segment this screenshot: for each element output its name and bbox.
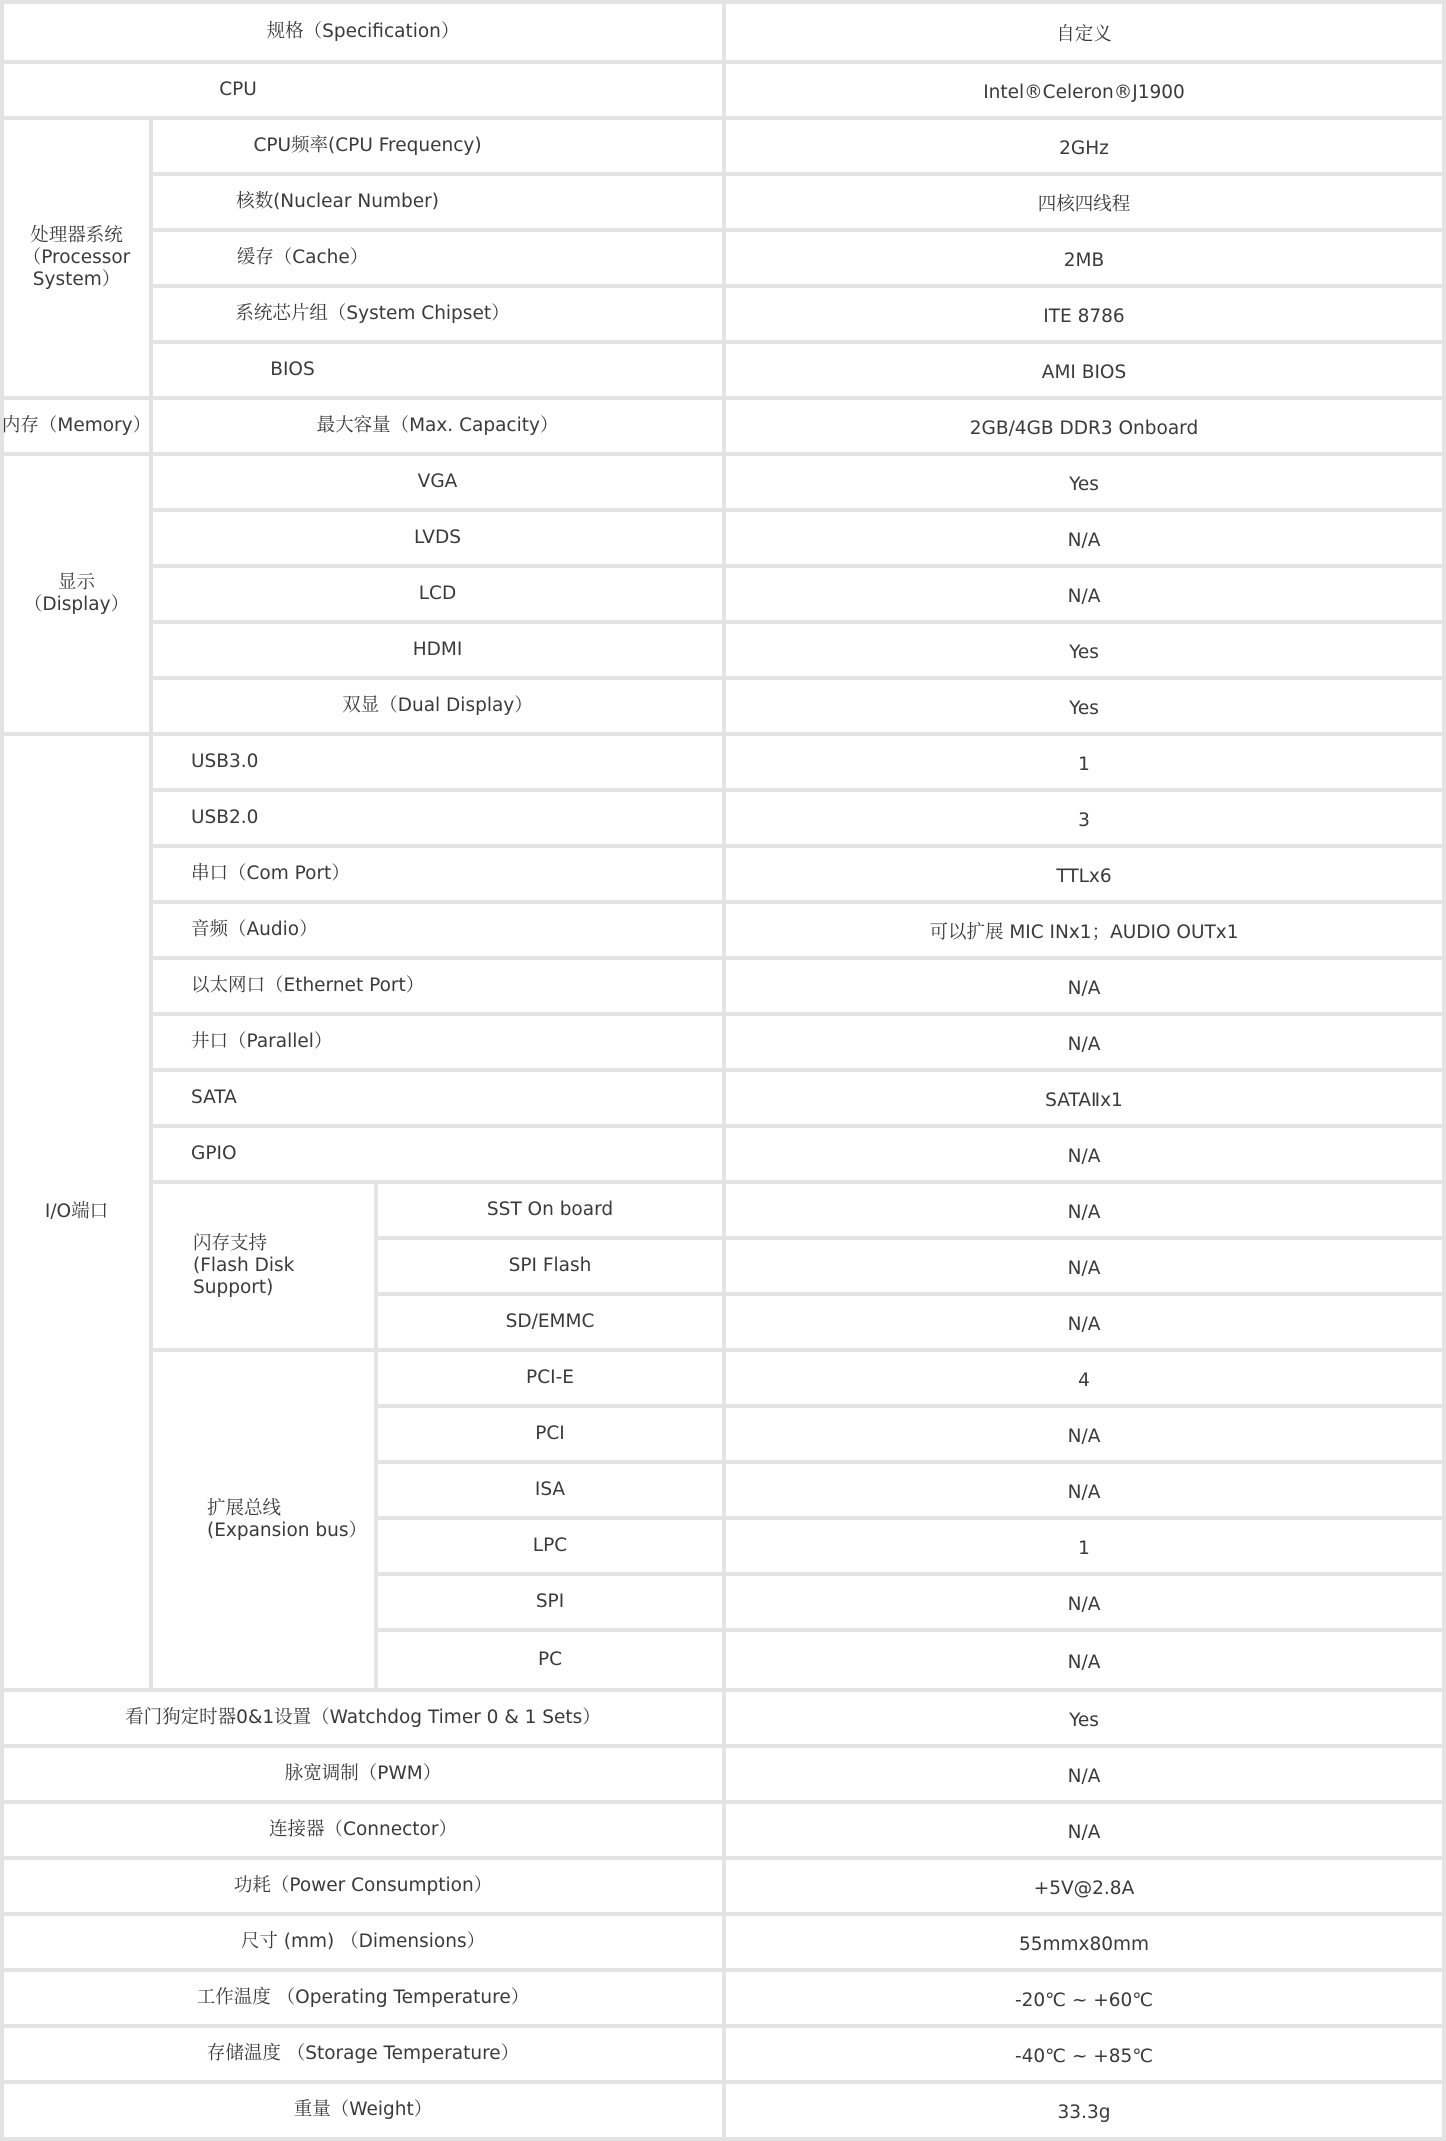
expansion-group-label [153, 1352, 374, 1688]
display-row-label: HDMI [153, 624, 722, 676]
expansion-row-label: PC [378, 1632, 722, 1688]
io-row-value: 3 [726, 792, 1442, 844]
expansion-row-value: N/A [726, 1576, 1442, 1628]
expansion-row-value: 1 [726, 1520, 1442, 1572]
display-row-label: 双显（Dual Display） [153, 680, 722, 732]
processor-row-value: 2MB [726, 232, 1442, 284]
bottom-row-label: 工作温度 （Operating Temperature） [4, 1972, 722, 2024]
bottom-row-value: +5V@2.8A [726, 1860, 1442, 1912]
bottom-row-value: 55mmx80mm [726, 1916, 1442, 1968]
bottom-row-label: 功耗（Power Consumption） [4, 1860, 722, 1912]
spec-header-label: 规格（Specification） [4, 4, 722, 60]
expansion-row-value: N/A [726, 1464, 1442, 1516]
expansion-group-line1: 扩展总线 [207, 1497, 282, 1519]
bottom-row-label: 看门狗定时器0&1设置（Watchdog Timer 0 & 1 Sets） [4, 1692, 722, 1744]
io-row-label: GPIO [153, 1128, 722, 1180]
io-row-value: N/A [726, 1016, 1442, 1068]
expansion-row-value: 4 [726, 1352, 1442, 1404]
flash-row-value: N/A [726, 1296, 1442, 1348]
processor-row-value: ITE 8786 [726, 288, 1442, 340]
expansion-row-value: N/A [726, 1408, 1442, 1460]
bottom-row-label: 连接器（Connector） [4, 1804, 722, 1856]
display-row-value: N/A [726, 568, 1442, 620]
flash-row-label: SST On board [378, 1184, 722, 1236]
cpu-label: CPU [4, 64, 722, 116]
display-row-label: VGA [153, 456, 722, 508]
display-group-line2: （Display） [23, 594, 130, 615]
memory-group-label: 内存（Memory） [4, 400, 149, 452]
expansion-group-line2: (Expansion bus） [207, 1520, 367, 1541]
processor-row-value: AMI BIOS [726, 344, 1442, 396]
bottom-row-label: 重量（Weight） [4, 2084, 722, 2137]
display-group-label [4, 456, 149, 732]
io-row-label: 串口（Com Port） [153, 848, 722, 900]
display-group-line1: 显示 [57, 571, 95, 593]
memory-row-label: 最大容量（Max. Capacity） [153, 400, 722, 452]
processor-row-value: 2GHz [726, 120, 1442, 172]
flash-row-value: N/A [726, 1184, 1442, 1236]
io-row-value: 可以扩展 MIC INx1；AUDIO OUTx1 [726, 904, 1442, 956]
expansion-row-label: PCI [378, 1408, 722, 1460]
display-row-value: Yes [726, 680, 1442, 732]
io-row-value: N/A [726, 1128, 1442, 1180]
spec-header-value: 自定义 [726, 4, 1442, 60]
expansion-row-label: ISA [378, 1464, 722, 1516]
bottom-row-value: 33.3g [726, 2084, 1442, 2137]
expansion-row-label: LPC [378, 1520, 722, 1572]
expansion-row-value: N/A [726, 1632, 1442, 1688]
io-group-label: I/O端口 [4, 736, 149, 1688]
display-row-value: N/A [726, 512, 1442, 564]
bottom-row-value: N/A [726, 1804, 1442, 1856]
processor-row-value: 四核四线程 [726, 176, 1442, 228]
processor-group-line3: System） [32, 269, 121, 291]
display-row-label: LCD [153, 568, 722, 620]
io-row-label: USB3.0 [153, 736, 722, 788]
bottom-row-label: 脉宽调制（PWM） [4, 1748, 722, 1800]
processor-row-label: 缓存（Cache） [153, 232, 722, 284]
processor-row-label: BIOS [153, 344, 722, 396]
memory-row-value: 2GB/4GB DDR3 Onboard [726, 400, 1442, 452]
bottom-row-value: Yes [726, 1692, 1442, 1744]
flash-row-value: N/A [726, 1240, 1442, 1292]
io-row-value: SATAⅡx1 [726, 1072, 1442, 1124]
display-row-value: Yes [726, 456, 1442, 508]
io-row-value: 1 [726, 736, 1442, 788]
io-row-label: 井口（Parallel） [153, 1016, 722, 1068]
processor-group-label [4, 120, 149, 396]
processor-group-line2: （Processor [22, 246, 131, 268]
display-row-value: Yes [726, 624, 1442, 676]
io-row-value: N/A [726, 960, 1442, 1012]
processor-row-label: 核数(Nuclear Number) [153, 176, 722, 228]
io-row-label: 音频（Audio） [153, 904, 722, 956]
expansion-row-label: SPI [378, 1576, 722, 1628]
io-row-label: 以太网口（Ethernet Port） [153, 960, 722, 1012]
flash-group-line1: 闪存支持 [193, 1232, 268, 1254]
processor-row-label: CPU频率(CPU Frequency) [153, 120, 722, 172]
processor-group-line1: 处理器系统 [30, 224, 123, 246]
bottom-row-value: N/A [726, 1748, 1442, 1800]
flash-group-label [153, 1184, 374, 1348]
cpu-value: Intel®Celeron®J1900 [726, 64, 1442, 116]
display-row-label: LVDS [153, 512, 722, 564]
io-row-label: SATA [153, 1072, 722, 1124]
processor-row-label: 系统芯片组（System Chipset） [153, 288, 722, 340]
bottom-row-value: -40℃ ~ +85℃ [726, 2028, 1442, 2080]
bottom-row-label: 尺寸 (mm) （Dimensions） [4, 1916, 722, 1968]
flash-row-label: SPI Flash [378, 1240, 722, 1292]
flash-row-label: SD/EMMC [378, 1296, 722, 1348]
io-row-label: USB2.0 [153, 792, 722, 844]
bottom-row-value: -20℃ ~ +60℃ [726, 1972, 1442, 2024]
expansion-row-label: PCI-E [378, 1352, 722, 1404]
flash-group-line2: (Flash Disk Support) [193, 1254, 295, 1299]
io-row-value: TTLx6 [726, 848, 1442, 900]
bottom-row-label: 存储温度 （Storage Temperature） [4, 2028, 722, 2080]
